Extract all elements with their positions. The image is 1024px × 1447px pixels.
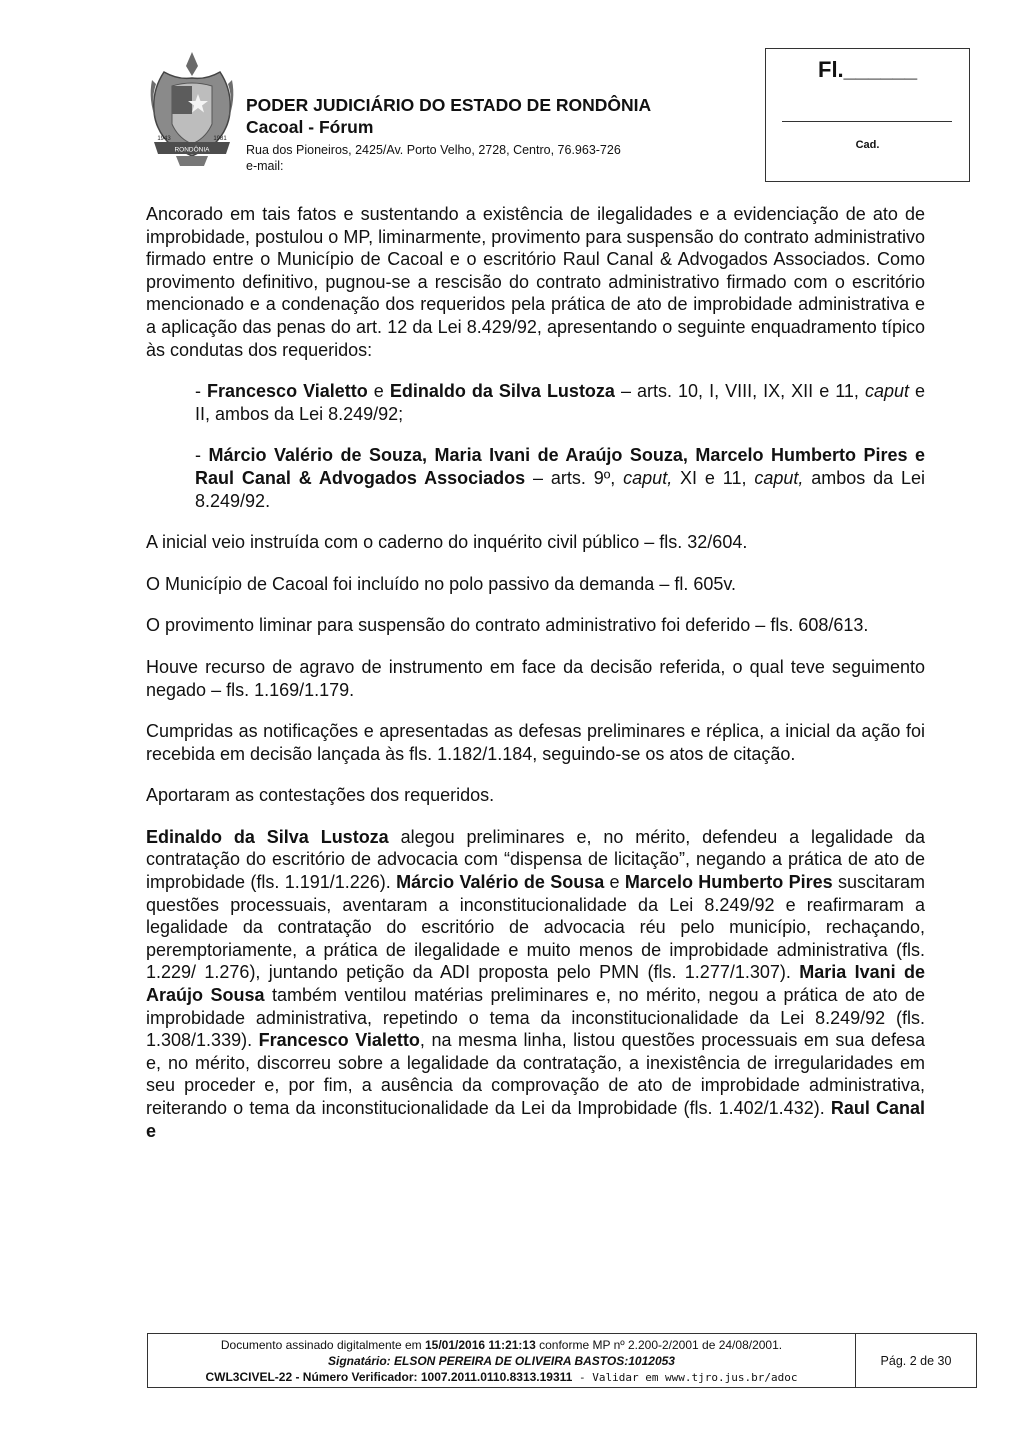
paragraph-enquadramento-1 <box>195 380 925 425</box>
signature-info <box>148 1334 856 1387</box>
verification-number: CWL3CIVEL-22 - Número Verificador: 1007.2011.0110.8313.19311 <box>205 1370 573 1384</box>
text-segment: XI e 11, <box>672 467 755 488</box>
text-segment: , na mesma linha, listou questões processuais em sua defesa e, no mérito, discorreu sobre a legalidade da contratação, a inexistência de irregularidades em seu proceder e, por fim, a ausência da comprovação de ato de improbidade administrativa, reiterando o tema da inconstitucionalidade da Lei da Improbidade (fls. 1.402/1.432). <box>146 1030 926 1118</box>
text-segment: suscitaram questões processuais, aventaram a inconstitucionalidade da Lei 8.249/92 e reafirmaram a legalidade da contratação do escritório de advocacia réu pelo município, rechaçando, peremptoriamente, a prática de ilegalidade e muito menos de improbidade administrativa (fls. 1.229/ 1.276), juntando petição da ADI proposta pelo PMN (fls. 1.277/1.307). <box>146 872 925 983</box>
paragraph-intro: Ancorado em tais fatos e sustentando a existência de ilegalidades e a evidenciação de ato de improbidade, postulou o MP, liminarmente, provimento para suspensão do contrato administrativo firmado entre o Município de Cacoal e o escritório Raul Canal & Advogados Associados. Como provimento definitivo, pugnou-se a rescisão do contrato administrativo firmado com o escritório mencionado e a condenação dos requeridos pela prática de ato de improbidade administrativa e a aplicação das penas do art. 12 da Lei 8.429/92, apresentando o seguinte enquadramento típico às condutas dos requeridos: <box>146 204 925 360</box>
caput-term: caput, <box>754 467 804 488</box>
signature-footer <box>147 1333 977 1388</box>
defendant-name: Maria Ivani de Araújo Sousa <box>146 962 925 1006</box>
paragraph-inicial: A inicial veio instruída com o caderno do inquérito civil público – fls. 32/604. <box>146 532 748 553</box>
court-header <box>246 94 746 174</box>
crest-year-right: 1981 <box>213 136 227 142</box>
paragraph-contestacoes: Aportaram as contestações dos requeridos. <box>146 785 495 806</box>
defendant-name: Raul Canal e <box>146 1098 925 1141</box>
signatory: Signatário: ELSON PEREIRA DE OLIVEIRA BASTOS:1012053 <box>328 1354 675 1368</box>
defendant-name: Francesco Vialetto <box>258 1030 420 1051</box>
court-email-label: e-mail: <box>246 159 284 173</box>
text-segment: conforme MP nº 2.200-2/2001 de 24/08/2001. <box>535 1338 783 1352</box>
text-segment: – arts. 9º, <box>525 467 624 488</box>
signature-date: 15/01/2016 11:21:13 <box>425 1338 536 1352</box>
paragraph-notificacoes: Cumpridas as notificações e apresentadas as defesas preliminares e réplica, a inicial da ação foi recebida em decisão lançada às fls. 1.182/1.184, seguindo-se os atos de citação. <box>146 721 925 764</box>
signature-line-3 <box>148 1369 855 1386</box>
text-segment: e II, ambos da Lei 8.249/92; <box>195 381 926 424</box>
text-segment: e <box>604 872 625 893</box>
paragraph-liminar: O provimento liminar para suspensão do contrato administrativo foi deferido – fls. 608/613. <box>146 615 869 636</box>
document-body <box>146 203 925 1142</box>
text-segment: alegou preliminares e, no mérito, defendeu a legalidade da contratação do escritório de advocacia com “dispensa de licitação”, negando a prática de ato de improbidade (fls. 1.191/1.226). <box>146 826 925 893</box>
folio-cad-label: Cad. <box>855 139 880 151</box>
folio-signature-line <box>782 121 952 122</box>
defendant-name: Francesco Vialetto <box>207 381 368 402</box>
paragraph-municipio: O Município de Cacoal foi incluído no polo passivo da demanda – fl. 605v. <box>146 573 737 594</box>
court-address: Rua dos Pioneiros, 2425/Av. Porto Velho, 2728, Centro, 76.963-726 <box>246 143 621 157</box>
defendant-name: Marcelo Humberto Pires <box>624 872 833 893</box>
paragraph-enquadramento-2 <box>195 444 925 512</box>
caput-term: caput, <box>623 467 673 488</box>
folio-box <box>765 48 970 182</box>
defendant-names: Márcio Valério de Souza, Maria Ivani de Araújo Souza, Marcelo Humberto Pires e Raul Canal & Advogados Associados <box>195 445 925 488</box>
bullet-dash: - <box>195 445 209 466</box>
caput-term: caput <box>864 381 909 402</box>
bullet-dash: - <box>195 381 208 402</box>
court-subtitle: Cacoal - Fórum <box>246 117 374 137</box>
text-segment: ambos da Lei 8.249/92. <box>195 467 925 511</box>
paragraph-agravo: Houve recurso de agravo de instrumento em face da decisão referida, o qual teve seguimento negado – fls. 1.169/1.179. <box>146 656 925 700</box>
court-title: PODER JUDICIÁRIO DO ESTADO DE RONDÔNIA <box>246 95 652 115</box>
text-segment: Documento assinado digitalmente em <box>220 1338 425 1352</box>
crest-state-name: RONDÔNIA <box>174 146 210 154</box>
crest-year-left: 1943 <box>157 136 171 142</box>
text-segment: também ventilou matérias preliminares e, no mérito, negou a prática de ato de improbidade administrativa, repetindo o tema da inconstitucionalidade da Lei 8.249/92 (fls. 1.308/1.339). <box>146 985 925 1051</box>
text-segment: – arts. 10, I, VIII, IX, XII e 11, <box>614 381 865 402</box>
state-coat-of-arms-icon <box>146 50 238 168</box>
page-number: Pág. 2 de 30 <box>880 1353 952 1368</box>
defendant-name: Márcio Valério de Sousa <box>396 872 605 893</box>
defendant-name: Edinaldo da Silva Lustoza <box>146 826 389 847</box>
defendant-name: Edinaldo da Silva Lustoza <box>389 381 615 402</box>
validation-link[interactable]: - Validar em www.tjro.jus.br/adoc <box>572 1371 798 1384</box>
paragraph-defesas <box>146 826 925 1142</box>
text-segment: e <box>367 381 390 402</box>
folio-label: Fl.______ <box>818 57 918 82</box>
signature-line-1 <box>148 1337 855 1353</box>
